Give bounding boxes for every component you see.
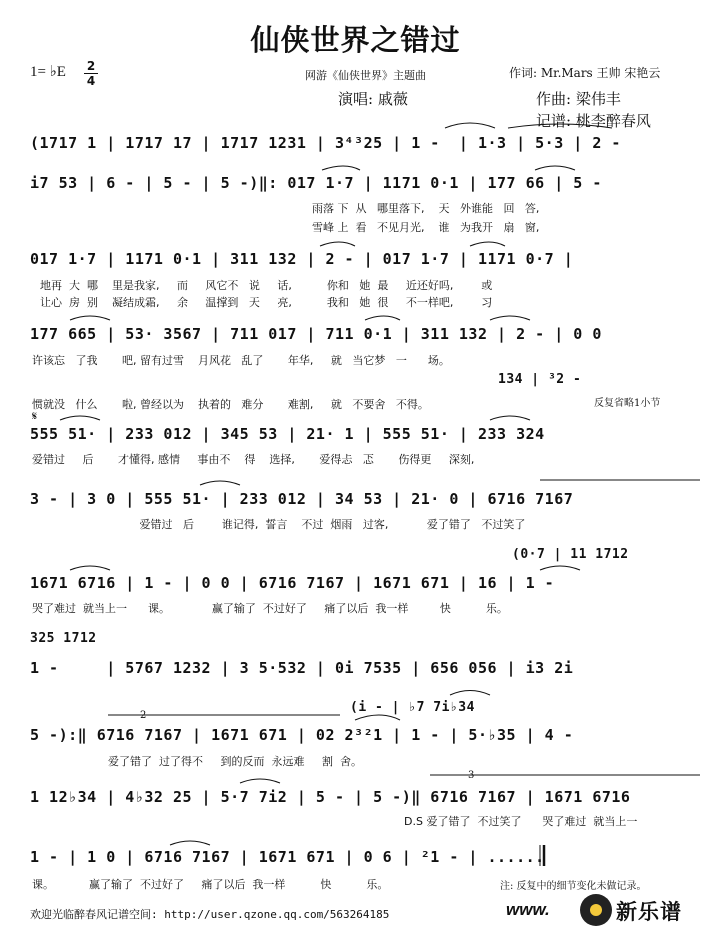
notes-row-11: 1 - | 1 0 | 6716 7167 | 1671 671 | 0 6 | ²1 - | ...... — [30, 848, 545, 866]
slur — [490, 416, 530, 420]
notes-row-2: i7 53 | 6 - | 5 - | 5 -)‖: 017 1·7 | 1171 0·1 | 177 66 | 5 - — [30, 174, 602, 192]
logo-icon — [580, 894, 612, 926]
intro-pickup: (0·7 | 11 1712 — [512, 547, 629, 562]
notes-row-7: 1671 6716 | 1 - | 0 0 | 6716 7167 | 1671 671 | 16 | 1 - — [30, 574, 555, 592]
slur — [240, 779, 280, 783]
slur — [322, 166, 360, 170]
volta-3-label: 3 — [468, 770, 475, 781]
slur — [170, 841, 210, 845]
logo-text: 新乐谱 — [616, 900, 682, 924]
slur — [355, 715, 400, 720]
lyrics-row-2-verse-2: 雪峰 上 看 不见月光, 谁 为我开 扇 窗, — [312, 221, 540, 234]
slur — [60, 416, 100, 420]
slur — [535, 166, 575, 170]
lyrics-row-3-verse-1: 地再 大 哪 里是我家, 而 风它不 说 话, 你和 她 最 近还好吗, 或 — [40, 279, 493, 292]
slur — [320, 242, 355, 246]
key-signature: 1= ♭E — [30, 64, 66, 80]
notes-row-6: 3 - | 3 0 | 555 51· | 233 012 | 34 53 | 21· 0 | 6716 7167 — [30, 490, 574, 508]
notes-row-5: 555 51· | 233 012 | 345 53 | 21· 1 | 555 51· | 233 324 — [30, 425, 545, 443]
footer-text: 欢迎光临醉春风记谱空间: http://user.qzone.qq.com/563264185 — [30, 908, 390, 921]
notes-row-1: (1717 1 | 1717 17 | 1717 1231 | 3⁴³25 | 1 - | 1·3 | 5·3 | 2 - — [30, 134, 621, 152]
notes-row-3: 017 1·7 | 1171 0·1 | 311 132 | 2 - | 017 1·7 | 1171 0·7 | — [30, 250, 574, 268]
pickup2: 325 1712 — [30, 631, 97, 646]
watermark: www. — [506, 900, 550, 919]
composer: 作曲: 梁伟丰 — [536, 90, 621, 108]
transcriber: 记谱: 桃李醉春风 — [536, 112, 651, 130]
lyrics-row-7: 哭了难过 就当上一 课。 赢了输了 不过好了 痛了以后 我一样 快 乐。 — [32, 602, 508, 615]
notes-row-9: 5 -):‖ 6716 7167 | 1671 671 | 02 2³²1 | 1 - | 5·♭35 | 4 - — [30, 726, 574, 744]
lyrics-row-4-verse-1: 许该忘 了我 吧, 留有过雪 月风花 乱了 年华, 就 当它梦 一 场。 — [32, 354, 450, 367]
lyrics-row-3-verse-2: 让心 房 别 凝结成霜, 余 温撑到 天 亮, 我和 她 很 不一样吧, 习 — [40, 296, 493, 309]
slur — [445, 123, 495, 128]
lyrics-row-11: 课。 赢了输了 不过好了 痛了以后 我一样 快 乐。 — [32, 878, 389, 891]
slur — [490, 316, 530, 320]
slur — [365, 316, 400, 320]
repeat-note: 反复省略1小节 — [594, 398, 661, 409]
time-sig-top: 2 — [86, 59, 96, 73]
slur — [70, 566, 110, 570]
second-ending-mark: 134 | ³2 - — [498, 372, 582, 387]
lyrics-row-10: D.S 爱了错了 不过笑了 哭了难过 就当上一 — [404, 815, 638, 828]
notes-row-8: 1 - | 5767 1232 | 3 5·532 | 0i 7535 | 656 056 | i3 2i — [30, 659, 574, 677]
lyrics-row-6: 爱错过 后 谁记得, 誓言 不过 烟雨 过客, 爱了错了 不过笑了 — [108, 518, 526, 531]
logo-icon-center — [590, 904, 602, 916]
lyrics-row-4-verse-2: 惯就没 什么 啦, 曾经以为 执着的 难分 难割, 就 不要舍 不得。 — [32, 398, 429, 411]
subtitle: 网游《仙侠世界》主题曲 — [305, 69, 426, 82]
slur — [470, 242, 505, 246]
song-title: 仙侠世界之错过 — [250, 23, 461, 57]
variation-notes: (i - | ♭7 7i♭34 — [350, 700, 475, 715]
lyrics-row-5: 爱错过 后 才懂得, 感情 事由不 得 选择, 爱得忐 忑 伤得更 深刻, — [32, 453, 475, 466]
slur — [200, 481, 240, 485]
notes-row-4: 177 665 | 53· 3567 | 711 017 | 711 0·1 | 311 132 | 2 - | 0 0 — [30, 325, 602, 343]
singer: 演唱: 戚薇 — [338, 90, 408, 108]
volta-2-label: 2 — [140, 710, 147, 721]
lyrics-row-2-verse-1: 雨落 下 从 哪里落下, 天 外谁能 回 答, — [312, 202, 540, 215]
time-signature — [84, 60, 98, 87]
slur — [70, 316, 110, 320]
time-sig-bottom: 4 — [86, 74, 96, 88]
slur — [540, 566, 580, 570]
segno-icon: 𝄋 — [32, 409, 38, 423]
notes-row-10: 1 12♭34 | 4♭32 25 | 5·7 7i2 | 5 - | 5 -)‖ 6716 7167 | 1671 6716 — [30, 788, 631, 806]
lyricist: 作词: Mr.Mars 王帅 宋艳云 — [509, 66, 661, 80]
slur — [450, 691, 490, 696]
footnote: 注: 反复中的细节变化未做记录。 — [500, 881, 647, 892]
lyrics-row-9: 爱了错了 过了得不 到的反而 永远难 割 舍。 — [108, 755, 362, 768]
